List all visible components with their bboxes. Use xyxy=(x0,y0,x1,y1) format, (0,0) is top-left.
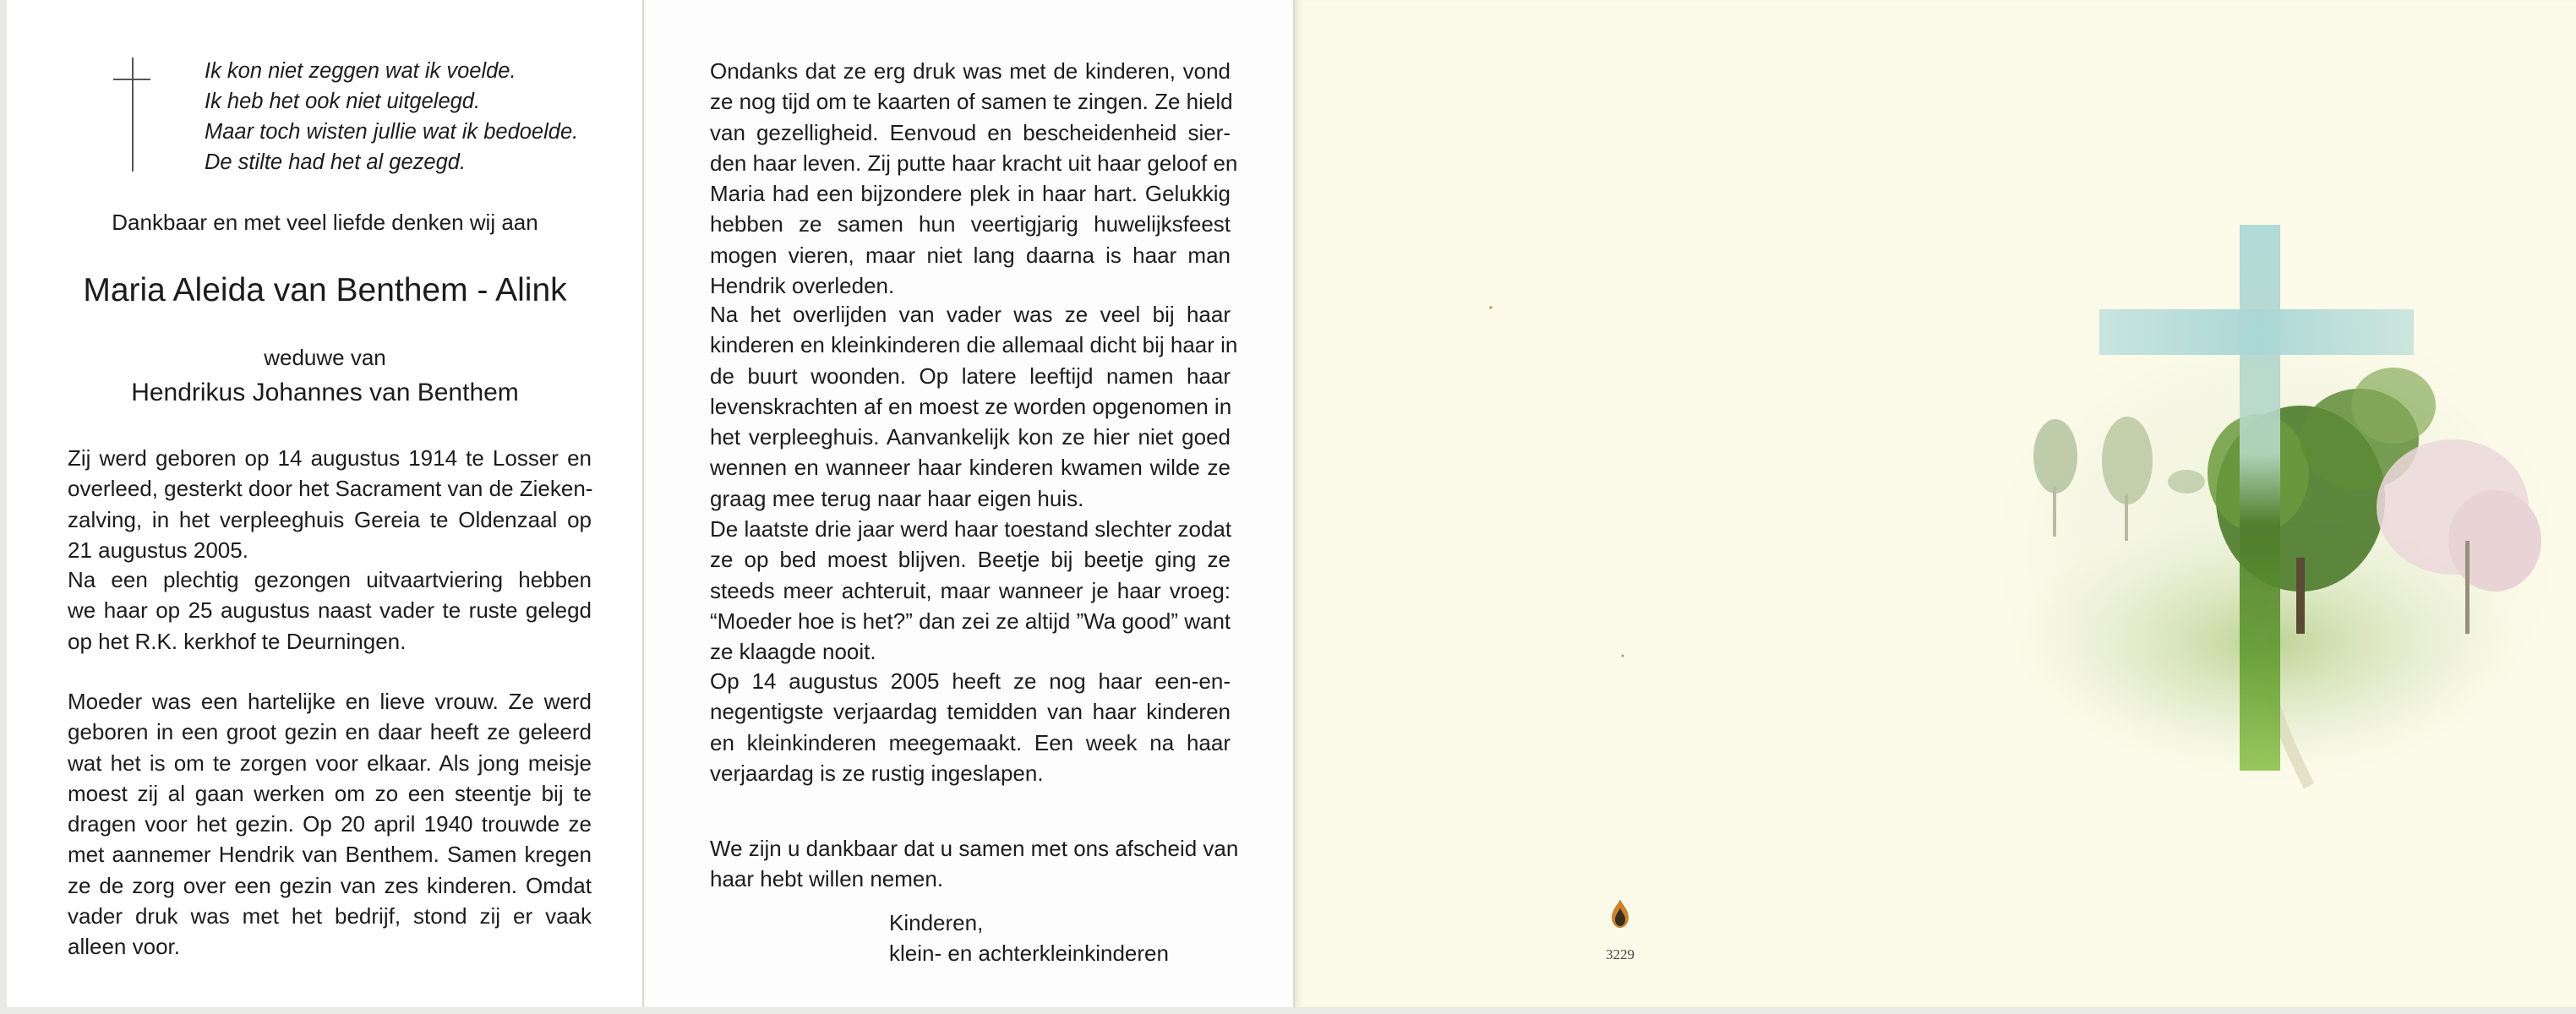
text-line: kinderen en kleinkinderen die allemaal dicht bij haar in xyxy=(710,332,1238,358)
text-line: negentigste verjaardag temidden van haar kinderen xyxy=(710,699,1231,725)
text-line: ze de zorg over een gezin van zes kinderen. Omdat xyxy=(68,872,592,898)
signoff-line: klein- en achterkleinkinderen xyxy=(889,940,1169,966)
text-line: steeds meer achteruit, maar wanneer je haar vroeg: xyxy=(710,577,1231,603)
text-line: de buurt woonden. Op latere leeftijd namen haar xyxy=(710,363,1231,389)
later-years-paragraph xyxy=(710,299,1238,514)
text-line: vader druk was met het bedrijf, stond zij er vaak xyxy=(68,903,592,930)
text-line: het verpleeghuis. Aanvankelijk kon ze hier niet goed xyxy=(710,424,1231,450)
card-number: 3229 xyxy=(1606,946,1635,962)
text-line: Na een plechtig gezongen uitvaartviering hebben xyxy=(68,567,592,592)
poem-line: Ik kon niet zeggen wat ik voelde. xyxy=(205,59,516,83)
text-line: Hendrik overleden. xyxy=(710,273,895,299)
poem-line: Maar toch wisten jullie wat ik bedoelde. xyxy=(205,120,579,144)
text-line: alleen voor. xyxy=(68,934,180,960)
life-paragraph xyxy=(68,686,592,962)
signoff xyxy=(889,908,1169,968)
text-line: wennen en wanneer haar kinderen kwamen wilde ze xyxy=(710,455,1231,481)
text-line: Ondanks dat ze erg druk was met de kinderen, vond xyxy=(710,58,1231,84)
text-line: dragen voor het gezin. Op 20 april 1940 trouwde ze xyxy=(68,811,592,837)
text-line: Op 14 augustus 2005 heeft ze nog haar een-en- xyxy=(710,668,1231,694)
text-line: 21 augustus 2005. xyxy=(68,537,248,563)
widow-label: weduwe van xyxy=(264,345,386,370)
text-line: Na het overlijden van vader was ze veel bij haar xyxy=(710,302,1231,327)
card-middle-panel xyxy=(644,0,1293,1007)
flame-emblem-icon xyxy=(1611,899,1629,928)
text-line: den haar leven. Zij putte haar kracht uit haar geloof en xyxy=(710,150,1238,176)
text-line: “Moeder hoe is het?” dan zei ze altijd ”Wa good” want xyxy=(710,608,1231,634)
card-left-panel xyxy=(7,0,643,1007)
text-line: op het R.K. kerkhof te Deurningen. xyxy=(68,628,407,654)
text-line: Zij werd geboren op 14 augustus 1914 te Losser en xyxy=(68,445,592,471)
text-line: mogen vieren, maar niet lang daarna is haar man xyxy=(710,242,1231,268)
poem xyxy=(205,56,602,177)
speck xyxy=(1489,306,1493,309)
text-line: van gezelligheid. Eenvoud en bescheidenheid sier- xyxy=(710,119,1231,145)
text-line: ze nog tijd om te kaarten of samen te zingen. Ze hield xyxy=(710,89,1233,115)
text-line: hebben ze samen hun veertigjarig huwelijksfeest xyxy=(710,211,1231,237)
thanks-paragraph xyxy=(710,833,1239,895)
text-line: overleed, gesterkt door het Sacrament van de Zieken- xyxy=(68,476,593,502)
passing-paragraph xyxy=(710,666,1231,788)
poem-line: Ik heb het ook niet uitgelegd. xyxy=(205,90,481,113)
text-line: met aannemer Hendrik van Benthem. Samen kregen xyxy=(68,842,592,868)
deceased-name: Maria Aleida van Benthem - Alink xyxy=(83,272,567,308)
cross-landscape-image xyxy=(1295,0,2576,1007)
text-line: ze klaagde nooit. xyxy=(710,639,876,665)
latin-cross-icon xyxy=(132,57,134,172)
poem-line: De stilte had het al gezegd. xyxy=(205,150,467,174)
text-line: verjaardag is ze rustig ingeslapen. xyxy=(710,760,1044,786)
text-line: zalving, in het verpleeghuis Gereia te Oldenzaal op xyxy=(68,506,592,532)
text-line: we haar op 25 augustus naast vader te ruste gelegd xyxy=(68,597,592,624)
final-years-paragraph xyxy=(710,514,1231,667)
text-line: geboren in een groot gezin en daar heeft ze geleerd xyxy=(68,719,592,745)
card-cover-panel xyxy=(1295,0,2576,1007)
text-line: We zijn u dankbaar dat u samen met ons afscheid van xyxy=(710,836,1239,861)
text-line: ze op bed moest blijven. Beetje bij beetje ging ze xyxy=(710,547,1231,573)
text-line: Moeder was een hartelijke en lieve vrouw. Ze werd xyxy=(68,689,592,714)
text-line: haar hebt willen nemen. xyxy=(710,866,944,892)
signoff-line: Kinderen, xyxy=(889,910,984,935)
text-line: moest zij al gaan werken om zo een steentje bij te xyxy=(68,780,592,806)
cross-vertical-beam xyxy=(2240,225,2280,771)
text-line: en kleinkinderen meegemaakt. Een week na haar xyxy=(710,729,1231,755)
text-line: De laatste drie jaar werd haar toestand slechter zodat xyxy=(710,516,1232,542)
husband-name: Hendrikus Johannes van Benthem xyxy=(131,379,519,406)
text-line: levenskrachten af en moest ze worden opgenomen in xyxy=(710,393,1232,419)
text-line: Maria had een bijzondere plek in haar hart. Gelukkig xyxy=(710,181,1231,207)
latin-cross-icon-bar xyxy=(113,79,150,80)
text-line: wat het is om te zorgen voor elkaar. Als jong meisje xyxy=(68,750,592,776)
text-line: graag mee terug naar haar eigen huis. xyxy=(710,485,1084,511)
memories-paragraph xyxy=(710,56,1238,301)
funeral-paragraph xyxy=(68,564,592,657)
cross-horizontal-beam xyxy=(2099,309,2414,355)
speck xyxy=(1622,655,1624,657)
dedication-intro: Dankbaar en met veel liefde denken wij aan xyxy=(112,210,538,235)
biography-paragraph xyxy=(68,443,592,565)
